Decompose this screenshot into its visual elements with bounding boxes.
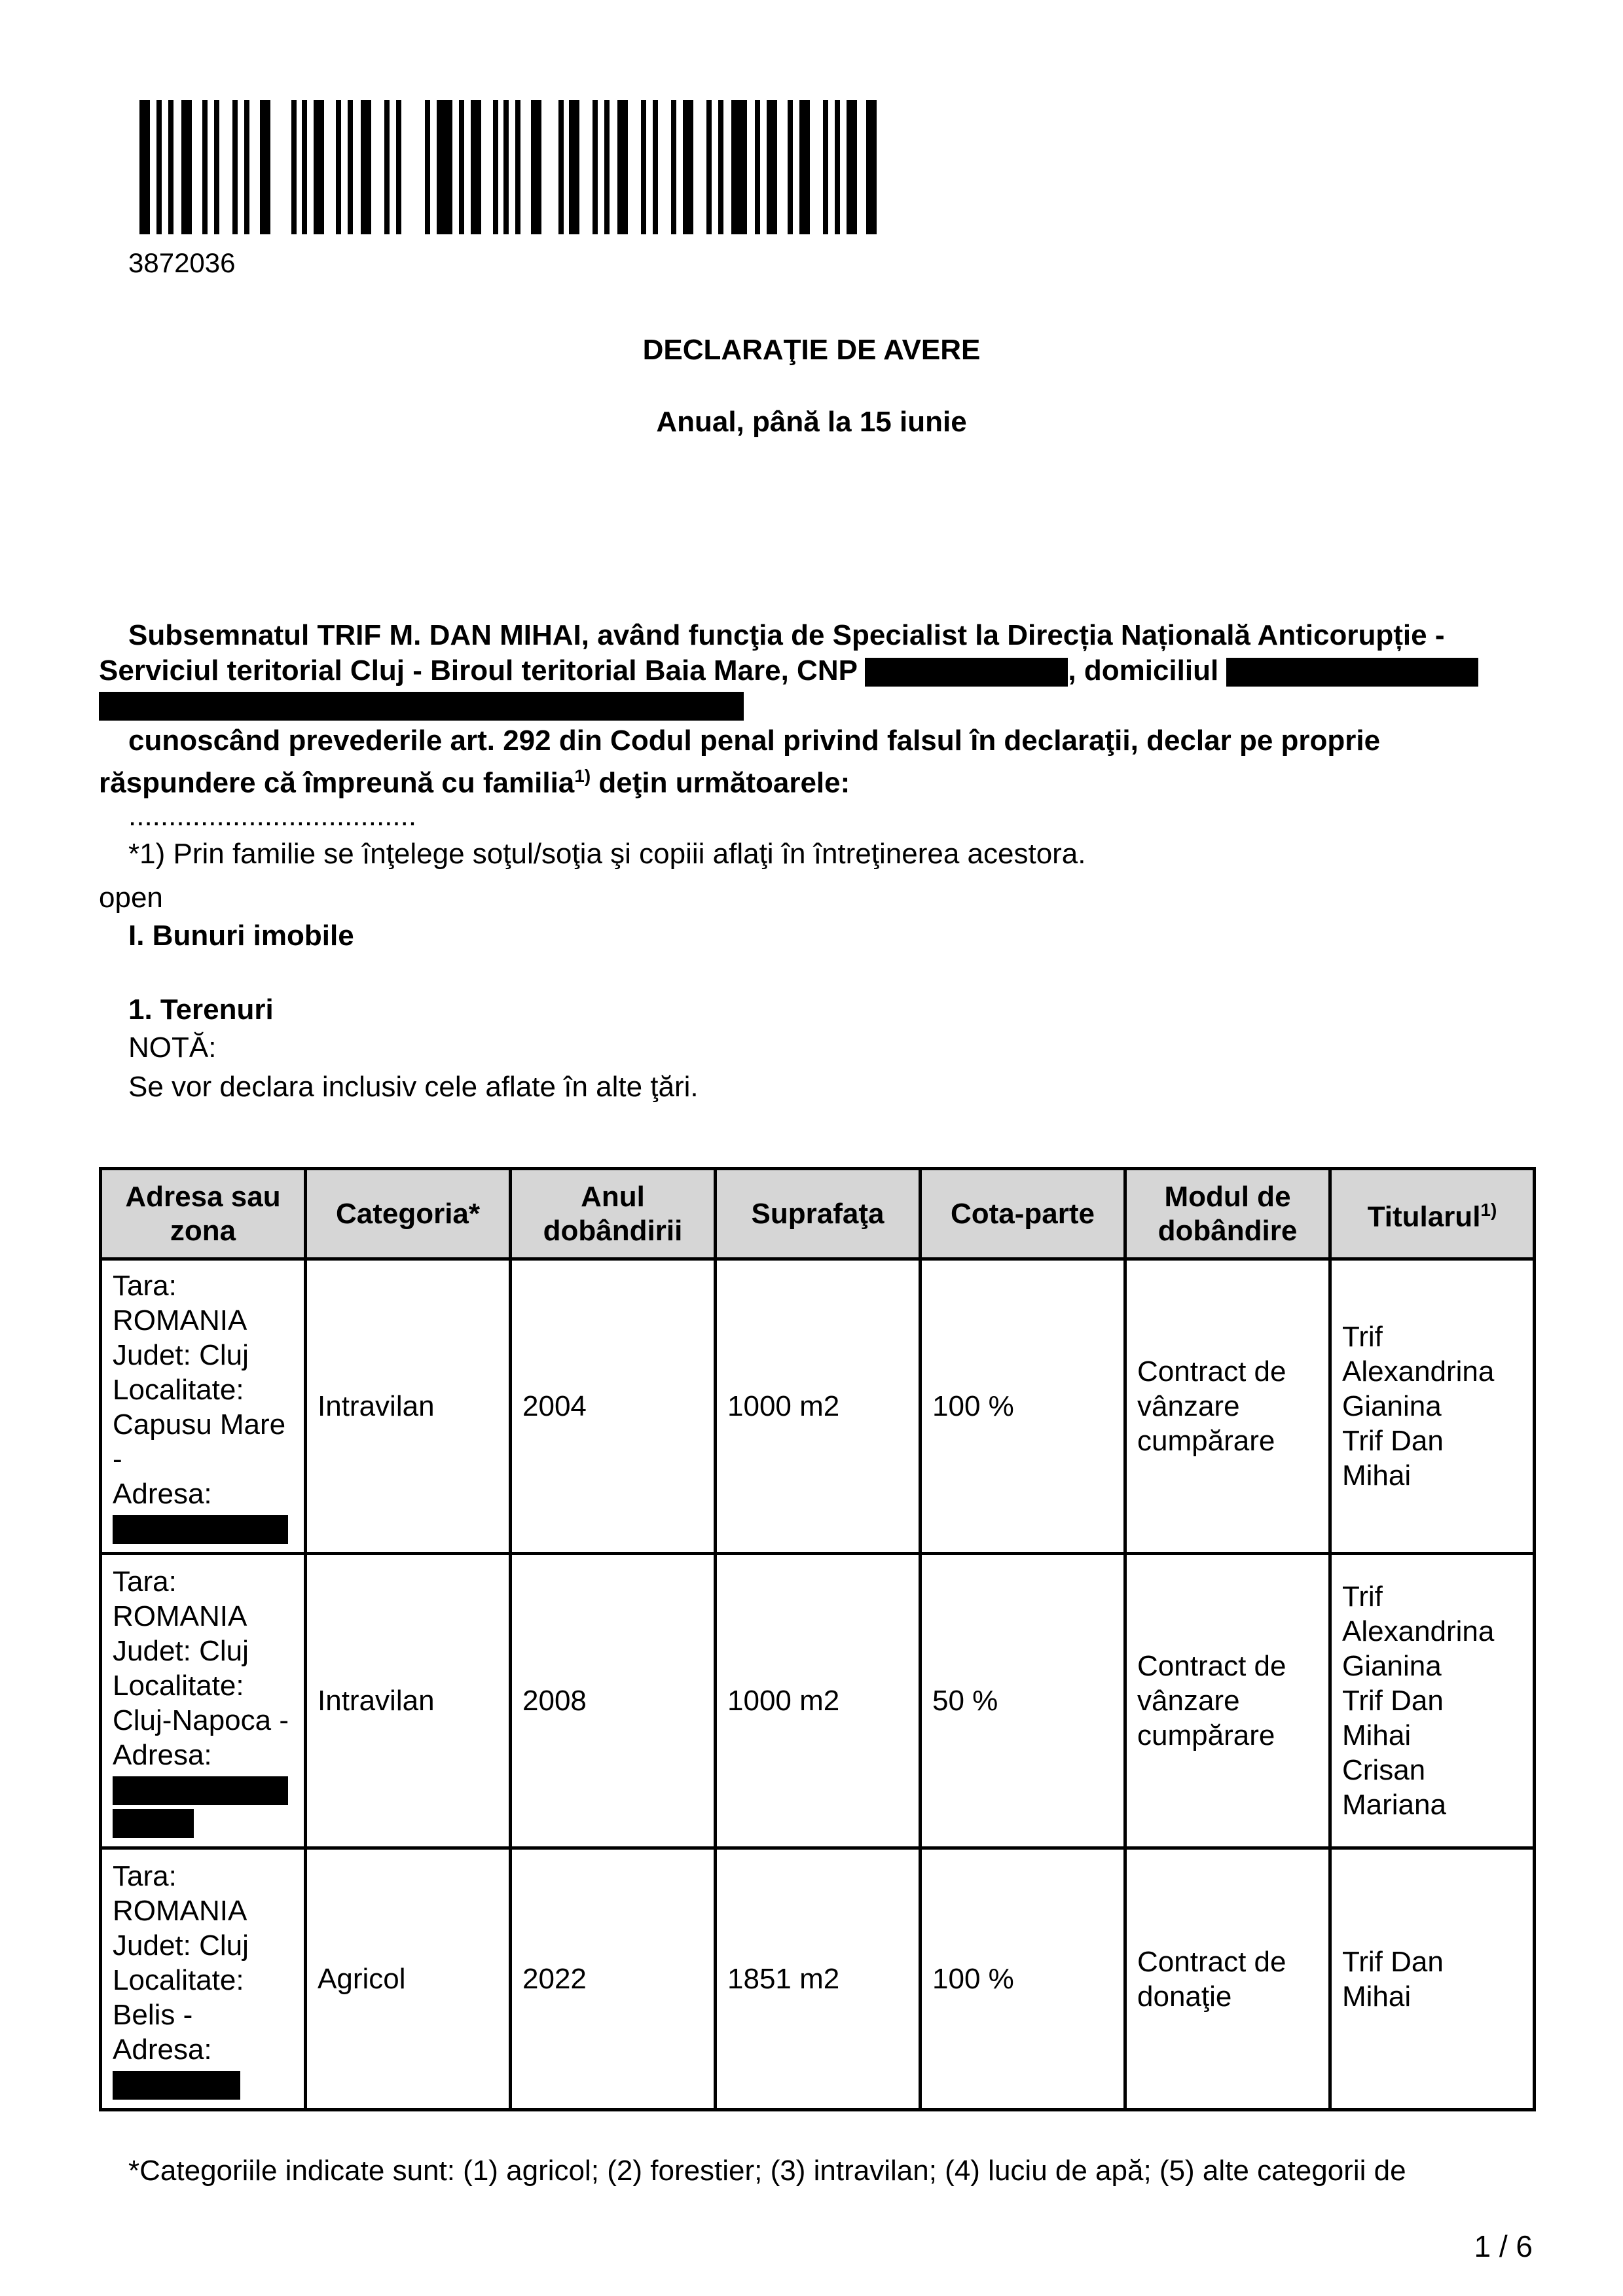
address-line: - <box>113 1443 122 1475</box>
barcode-bar <box>515 100 520 234</box>
cell-share: 50 % <box>921 1554 1125 1848</box>
address-line: Localitate: <box>113 1374 244 1406</box>
header-address: Adresa sau zona <box>101 1169 306 1259</box>
owner-line: Trif <box>1342 1321 1383 1353</box>
barcode-bar <box>260 100 270 234</box>
owner-line: Gianina <box>1342 1390 1442 1422</box>
table-row <box>101 1554 1535 1848</box>
mode-line: Contract de <box>1137 1650 1286 1682</box>
address-line: Judet: Cluj <box>113 1929 249 1962</box>
barcode-bar <box>569 100 579 234</box>
address-redaction <box>113 1515 288 1544</box>
barcode-image <box>139 100 879 234</box>
barcode-bar <box>214 100 219 234</box>
barcode-bar <box>866 100 877 234</box>
address-line: Tara: <box>113 1859 177 1892</box>
cell-category: Intravilan <box>306 1554 511 1848</box>
barcode-bar <box>348 100 353 234</box>
barcode-bar <box>168 100 173 234</box>
address-redaction <box>113 1809 194 1838</box>
declarant-text: Subsemnatul TRIF M. DAN MIHAI, având funcţia de Specialist la Direcția Națională Anticorupție - Serviciul teritorial Cluj - Biroul teritorial Baia Mare, CNP <box>99 619 1445 687</box>
header-owner-sup: 1) <box>1480 1200 1497 1221</box>
barcode-bar <box>558 100 564 234</box>
barcode-bar <box>425 100 430 234</box>
barcode-bar <box>437 100 452 234</box>
page-number: 1 / 6 <box>1474 2229 1533 2263</box>
cell-address <box>101 1554 306 1848</box>
barcode-bar <box>731 100 747 234</box>
note-label: NOTĂ: <box>128 1031 217 1064</box>
owner-line: Trif Dan <box>1342 1425 1444 1457</box>
address-redaction <box>113 2071 240 2100</box>
document-subtitle: Anual, până la 15 iunie <box>656 406 967 438</box>
barcode-bar <box>823 100 828 234</box>
owner-line: Alexandrina <box>1342 1355 1495 1388</box>
barcode-bar <box>302 100 307 234</box>
statement-line1: cunoscând prevederile art. 292 din Codul penal privind falsul în declaraţii, declar pe proprie <box>128 725 1381 757</box>
cell-owner <box>1330 1848 1535 2110</box>
mode-line: Contract de <box>1137 1945 1286 1978</box>
address-line: Cluj-Napoca - <box>113 1704 289 1736</box>
header-category: Categoria* <box>306 1169 511 1259</box>
barcode-bar <box>755 100 760 234</box>
address-line: ROMANIA <box>113 1304 247 1336</box>
address-line: ROMANIA <box>113 1894 247 1927</box>
owner-line: Alexandrina <box>1342 1615 1495 1647</box>
barcode-bar <box>653 100 658 234</box>
barcode-bar <box>156 100 162 234</box>
barcode-bar <box>202 100 208 234</box>
address-line: Belis - <box>113 1998 193 2031</box>
barcode-bar <box>706 100 712 234</box>
barcode-bar <box>244 100 249 234</box>
address-redaction <box>113 1776 288 1805</box>
barcode-bar <box>232 100 238 234</box>
barcode-bar <box>799 100 810 234</box>
address-redaction <box>1226 658 1478 687</box>
cell-area: 1851 m2 <box>716 1848 921 2110</box>
cell-year: 2008 <box>511 1554 716 1848</box>
header-owner <box>1330 1169 1535 1259</box>
cell-owner <box>1330 1259 1535 1554</box>
barcode-bar <box>181 100 192 234</box>
footnote-ref: 1) <box>574 766 591 786</box>
barcode-bar <box>788 100 793 234</box>
mode-line: Contract de <box>1137 1355 1286 1388</box>
address-line: Adresa: <box>113 2033 212 2066</box>
barcode-bar <box>471 100 481 234</box>
domiciliu-label: , domiciliul <box>1068 655 1219 687</box>
cell-category: Intravilan <box>306 1259 511 1554</box>
cell-mode <box>1125 1848 1330 2110</box>
owner-line: Mihai <box>1342 1460 1412 1492</box>
barcode-bar <box>604 100 610 234</box>
address-line: Adresa: <box>113 1478 212 1510</box>
owner-line: Trif <box>1342 1581 1383 1613</box>
address-line: Judet: Cluj <box>113 1634 249 1667</box>
cell-category: Agricol <box>306 1848 511 2110</box>
address-line: Adresa: <box>113 1738 212 1771</box>
cell-year: 2004 <box>511 1259 716 1554</box>
header-area: Suprafaţa <box>716 1169 921 1259</box>
address-line: Judet: Cluj <box>113 1339 249 1371</box>
mode-line: vânzare <box>1137 1390 1240 1422</box>
cell-share: 100 % <box>921 1259 1125 1554</box>
land-table <box>99 1167 1536 2111</box>
cell-year: 2022 <box>511 1848 716 2110</box>
barcode-bar <box>139 100 150 234</box>
cell-mode <box>1125 1259 1330 1554</box>
mode-line: vânzare <box>1137 1685 1240 1717</box>
cell-share: 100 % <box>921 1848 1125 2110</box>
barcode-bar <box>835 100 840 234</box>
header-owner-label: Titularul <box>1367 1200 1481 1233</box>
address-line: Capusu Mare <box>113 1408 286 1441</box>
address-line: ROMANIA <box>113 1600 247 1632</box>
owner-line: Mariana <box>1342 1789 1446 1821</box>
mode-line: cumpărare <box>1137 1425 1275 1457</box>
owner-line: Gianina <box>1342 1650 1442 1682</box>
barcode-bar <box>291 100 297 234</box>
barcode-bar <box>459 100 464 234</box>
barcode-bar <box>384 100 390 234</box>
header-year: Anul dobândirii <box>511 1169 716 1259</box>
owner-line: Mihai <box>1342 1719 1412 1751</box>
barcode-bar <box>617 100 628 234</box>
barcode-bar <box>641 100 646 234</box>
statement-end: deţin următoarele: <box>591 766 850 799</box>
cell-owner <box>1330 1554 1535 1848</box>
declarant-paragraph <box>99 618 1526 689</box>
cell-address <box>101 1259 306 1554</box>
note-text: Se vor declara inclusiv cele aflate în alte ţări. <box>128 1071 699 1103</box>
owner-line: Trif Dan <box>1342 1685 1444 1717</box>
owner-line: Crisan <box>1342 1754 1426 1786</box>
subsection-title: 1. Terenuri <box>128 994 274 1026</box>
table-row <box>101 1848 1535 2110</box>
address-line: Localitate: <box>113 1964 244 1996</box>
owner-line: Trif Dan <box>1342 1945 1444 1978</box>
barcode-bar <box>396 100 401 234</box>
mode-line: donaţie <box>1137 1980 1232 2013</box>
family-footnote: *1) Prin familie se înţelege soţul/soţia şi copiii aflaţi în întreţinerea acestora. <box>128 838 1086 870</box>
barcode-bar <box>718 100 723 234</box>
address-line: Tara: <box>113 1270 177 1302</box>
header-share: Cota-parte <box>921 1169 1125 1259</box>
owner-line: Mihai <box>1342 1980 1412 2013</box>
barcode-bar <box>336 100 341 234</box>
address-line: Tara: <box>113 1565 177 1598</box>
mode-line: cumpărare <box>1137 1719 1275 1751</box>
barcode-bar <box>361 100 371 234</box>
barcode-bar <box>531 100 541 234</box>
barcode-bar <box>503 100 509 234</box>
address-line: Localitate: <box>113 1669 244 1702</box>
barcode-bar <box>493 100 498 234</box>
statement-line2: răspundere că împreună cu familia <box>99 766 575 799</box>
open-label: open <box>99 882 163 914</box>
cell-area: 1000 m2 <box>716 1554 921 1848</box>
categories-note: *Categoriile indicate sunt: (1) agricol; (2) forestier; (3) intravilan; (4) luciu de apă; (5) alte categorii de <box>128 2155 1406 2187</box>
statement-paragraph <box>99 723 1526 801</box>
barcode-bar <box>683 100 693 234</box>
cell-address <box>101 1848 306 2110</box>
address-redaction-line2 <box>99 692 744 721</box>
dots-line: .................................... <box>128 800 417 832</box>
barcode-bar <box>847 100 857 234</box>
barcode-bar <box>593 100 598 234</box>
section-title: I. Bunuri imobile <box>128 920 354 952</box>
barcode-bar <box>767 100 777 234</box>
header-mode: Modul de dobândire <box>1125 1169 1330 1259</box>
table-row <box>101 1259 1535 1554</box>
cell-area: 1000 m2 <box>716 1259 921 1554</box>
table-header-row <box>101 1169 1535 1259</box>
cnp-redaction <box>865 658 1068 687</box>
cell-mode <box>1125 1554 1330 1848</box>
document-title: DECLARAŢIE DE AVERE <box>642 334 981 366</box>
barcode-bar <box>314 100 324 234</box>
barcode-bar <box>671 100 676 234</box>
barcode-number: 3872036 <box>128 247 236 278</box>
